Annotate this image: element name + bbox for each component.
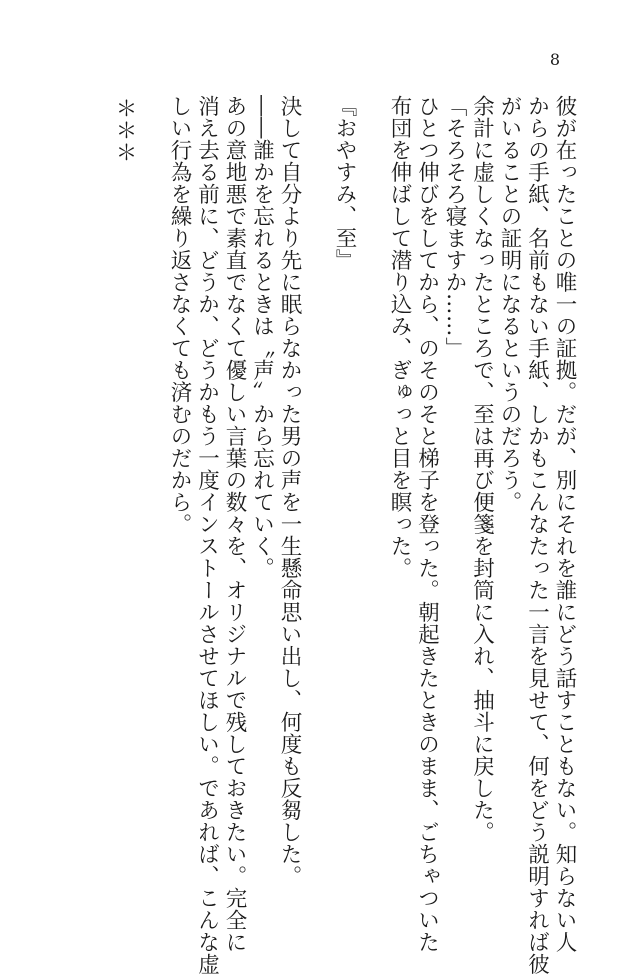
text-line: 布団を伸ばして潜り込み、ぎゅっと目を瞑った。 bbox=[387, 95, 412, 579]
text-line: しい行為を繰り返さなくても済むのだから。 bbox=[167, 95, 192, 535]
page-number: 8 bbox=[549, 50, 561, 69]
blank-line bbox=[138, 95, 166, 895]
text-line: がいることの証明になるというのだろう。 bbox=[497, 95, 522, 513]
text-line: ――誰かを忘れるときは〝声〟から忘れていく。 bbox=[249, 95, 275, 579]
text-line: 余計に虚しくなったところで、至は再び便箋を封筒に入れ、抽斗に戻した。 bbox=[469, 95, 495, 843]
blank-line bbox=[358, 95, 386, 895]
text-line: 決して自分より先に眠らなかった男の声を一生懸命思い出し、何度も反芻した。 bbox=[277, 95, 302, 887]
text-line: あの意地悪で素直でなくて優しい言葉の数々を、オリジナルで残しておきたい。完全に bbox=[222, 95, 247, 953]
dialogue-line: 「そろそろ寝ますか……」 bbox=[442, 95, 467, 359]
vertical-text-body bbox=[111, 95, 579, 975]
blank-line bbox=[303, 95, 331, 895]
text-line: ひとつ伸びをしてから、のそのそと梯子を登った。朝起きたときのまま、ごちゃついた bbox=[414, 95, 440, 953]
text-line: 消え去る前に、どうか、どうかもう一度インストールさせてほしい。であれば、こんな虚 bbox=[194, 95, 220, 975]
text-line: からの手紙、名前もない手紙、しかもこんなたった一言を見せて、何をどう説明すれば彼 bbox=[524, 95, 550, 975]
text-line: 彼が在ったことの唯一の証拠。だが、別にそれを誰にどう話すこともない。知らない人 bbox=[552, 95, 577, 953]
scene-break: ＊＊＊ bbox=[112, 97, 137, 163]
dialogue-line: 『おやすみ、至』 bbox=[332, 95, 357, 271]
